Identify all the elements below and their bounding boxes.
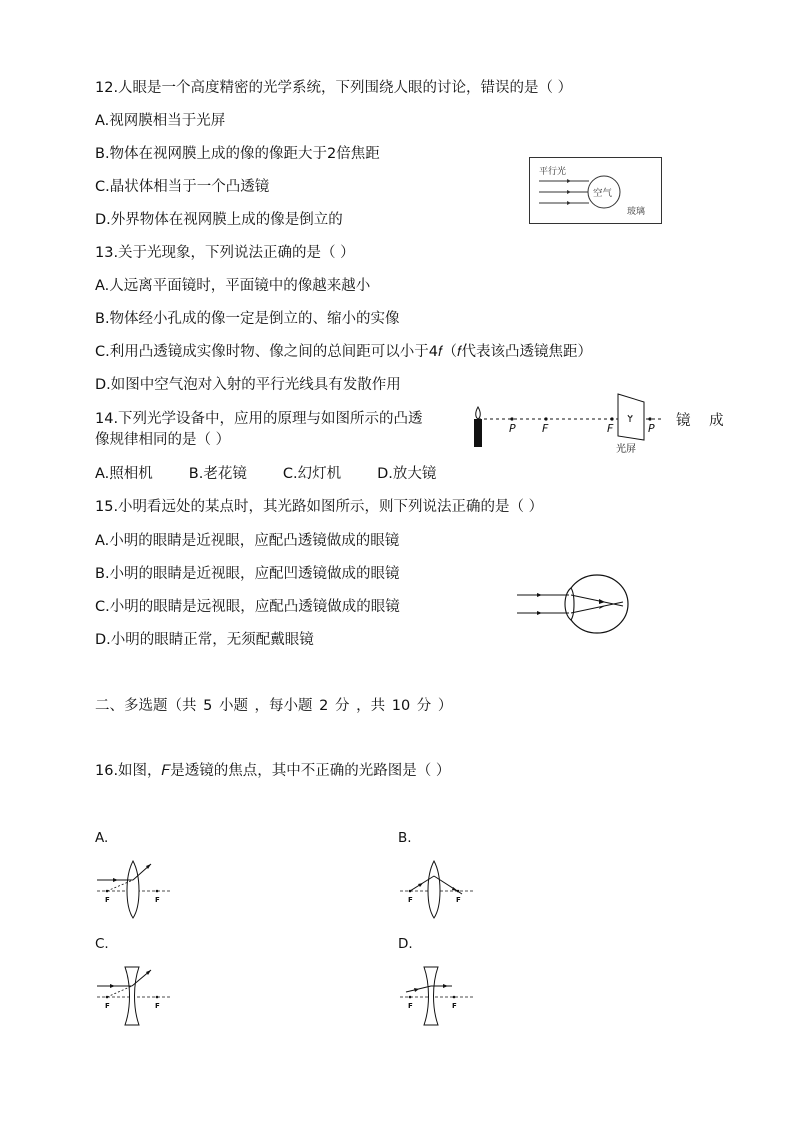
candle-screen-figure (466, 392, 672, 458)
q13-stem: 13.关于光现象，下列说法正确的是（ ） (95, 245, 355, 261)
focus-label-a-right: F (155, 896, 160, 904)
convex-lens (127, 861, 139, 918)
eye-lens (565, 588, 574, 620)
q16-stem: 16.如图，𝐹是透镜的焦点，其中不正确的光路图是（ ） (95, 763, 451, 779)
q14-option-b: B.老花镜 (188, 466, 247, 482)
q16-diagram-b (398, 858, 476, 920)
q12-stem: 12.人眼是一个高度精密的光学系统，下列围绕人眼的讨论，错误的是（ ） (95, 80, 573, 96)
focus-label-a-left: F (105, 896, 110, 904)
q15-stem: 15.小明看远处的某点时，其光路如图所示，则下列说法正确的是（ ） (95, 499, 544, 515)
q14-option-d: D.放大镜 (377, 466, 437, 482)
q16-diagram-c (95, 964, 173, 1028)
q14-option-a: A.照相机 (95, 466, 153, 482)
q12-option-d: D.外界物体在视网膜上成的像是倒立的 (95, 212, 343, 228)
q12-option-a: A.视网膜相当于光屏 (95, 113, 226, 129)
screen-label: 光屏 (616, 444, 636, 455)
focus-label-b-left: F (408, 896, 413, 904)
focus-label-b-right: F (456, 896, 461, 904)
focus-label-c-left: F (105, 1002, 110, 1010)
q14-stem-tail: 镜 成 (676, 413, 724, 429)
section-2-heading: 二、多选题（共 5 小题 ，每小题 2 分 ，共 10 分 ） (95, 698, 453, 714)
glass-label: 玻璃 (627, 207, 646, 217)
p-label-left: P (509, 422, 516, 435)
air-label: 空气 (593, 188, 613, 199)
concave-lens (125, 967, 139, 1025)
q16-option-b-label: B. (398, 830, 412, 846)
q16-diagram-a (95, 858, 173, 920)
p-label-right: P (648, 422, 655, 435)
parallel-light-label: 平行光 (539, 167, 567, 177)
q16-option-d-label: D. (398, 936, 413, 952)
eye-figure (517, 572, 633, 636)
q14-options (95, 464, 472, 484)
q14-option-c: C.幻灯机 (282, 466, 342, 482)
focus-label-c-right: F (155, 1002, 160, 1010)
eyeball (566, 575, 628, 633)
q15-option-a: A.小明的眼睛是近视眼，应配凸透镜做成的眼镜 (95, 533, 400, 549)
q15-option-b: B.小明的眼睛是近视眼，应配凹透镜做成的眼镜 (95, 566, 400, 582)
concave-lens (424, 967, 438, 1025)
q15-option-c: C.小明的眼睛是远视眼，应配凸透镜做成的眼镜 (95, 599, 400, 615)
f-label-left: F (542, 422, 549, 435)
q13-option-b: B.物体经小孔成的像一定是倒立的、缩小的实像 (95, 311, 400, 327)
air-bubble-figure (529, 157, 663, 225)
q15-option-d: D.小明的眼睛正常，无须配戴眼镜 (95, 632, 314, 648)
q12-option-c: C.晶状体相当于一个凸透镜 (95, 179, 270, 195)
candle (474, 419, 482, 447)
convex-lens (428, 861, 440, 918)
q14-stem-line2: 像规律相同的是（ ） (95, 432, 231, 448)
q13-option-c: C.利用凸透镜成实像时物、像之间的总间距可以小于4𝑓（𝑓代表该凸透镜焦距） (95, 344, 592, 360)
q16-option-c-label: C. (95, 936, 109, 952)
candle-flame (476, 407, 481, 419)
q16-option-a-label: A. (95, 830, 109, 846)
q13-option-d: D.如图中空气泡对入射的平行光线具有发散作用 (95, 377, 401, 393)
focus-label-d-left: F (408, 1002, 413, 1010)
f-label-right: F (607, 422, 614, 435)
focus-label-d-right: F (452, 1002, 457, 1010)
q16-diagram-d (398, 964, 476, 1028)
q14-stem-line1: 14.下列光学设备中，应用的原理与如图所示的凸透 (95, 411, 423, 427)
q12-option-b: B.物体在视网膜上成的像的像距大于2倍焦距 (95, 146, 380, 162)
q13-option-a: A.人远离平面镜时，平面镜中的像越来越小 (95, 278, 371, 294)
